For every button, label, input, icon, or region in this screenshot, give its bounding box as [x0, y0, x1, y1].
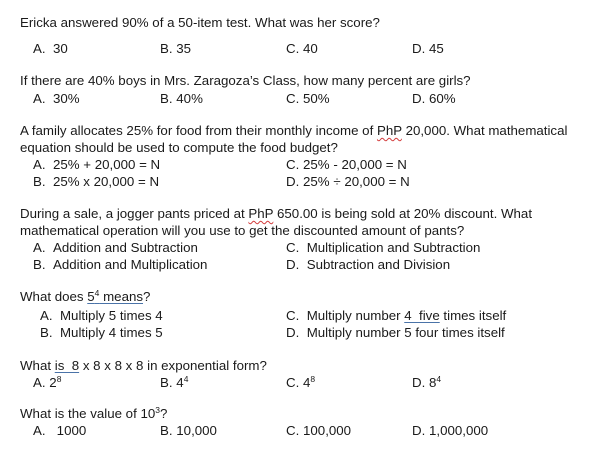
option-letter: C.: [286, 240, 300, 255]
question-3-option-b: [33, 174, 159, 190]
option-letter: A.: [40, 308, 53, 323]
option-letter: B.: [33, 174, 46, 189]
text-segment: means: [99, 289, 144, 304]
option-text: Multiplication and Subtraction: [306, 240, 481, 255]
option-letter: B.: [160, 375, 173, 390]
grammar-flag: is 8: [54, 358, 80, 373]
option-letter: D.: [412, 41, 426, 56]
option-letter: D.: [286, 257, 300, 272]
option-letter: D.: [286, 325, 300, 340]
exponent-power: 4: [94, 288, 100, 298]
exponent-base: 8: [429, 375, 437, 390]
text-segment: What does: [20, 289, 88, 304]
option-letter: C.: [286, 308, 300, 323]
text-segment: A family allocates 25% for food from their monthly income of: [20, 123, 377, 138]
option-text: 25% - 20,000 = N: [303, 157, 407, 172]
question-4-option-c: [286, 240, 480, 256]
question-3-text-line-1: [20, 123, 567, 139]
question-2-option-d: [412, 91, 456, 107]
exponent-base: 2: [49, 375, 57, 390]
option-letter: C.: [286, 91, 300, 106]
option-text: Multiply 5 times 4: [59, 308, 163, 323]
question-2-option-b: [160, 91, 203, 107]
option-text: 60%: [429, 91, 456, 106]
question-5-text: [20, 289, 150, 305]
question-6-option-b: [160, 375, 188, 391]
question-6-text: [20, 358, 267, 374]
question-2-text: If there are 40% boys in Mrs. Zaragoza’s Class, how many percent are girls?: [20, 73, 471, 88]
question-6-option-c: [286, 375, 315, 391]
option-text: Subtraction and Division: [306, 257, 451, 272]
exponent-power: 8: [310, 374, 316, 384]
exponent-power: 8: [56, 374, 62, 384]
option-text: 45: [429, 41, 444, 56]
option-text: 25% ÷ 20,000 = N: [303, 174, 410, 189]
option-letter: B.: [160, 91, 173, 106]
option-letter: A.: [33, 375, 46, 390]
question-2-option-a: [33, 91, 80, 107]
option-letter: B.: [40, 325, 53, 340]
spelling-flag: PhP: [376, 123, 402, 138]
text-segment: ?: [143, 289, 151, 304]
option-text: Multiply 4 times 5: [59, 325, 163, 340]
option-text: 25% x 20,000 = N: [52, 174, 160, 189]
question-4-option-a: [33, 240, 198, 256]
option-letter: D.: [412, 375, 426, 390]
question-4-text-line-2: mathematical operation will you use to get the discounted amount of pants?: [20, 223, 465, 238]
option-text: Addition and Multiplication: [52, 257, 208, 272]
option-text: 1,000,000: [429, 423, 489, 438]
option-letter: D.: [412, 91, 426, 106]
option-letter: B.: [33, 257, 46, 272]
question-5-option-d: [286, 325, 505, 341]
exponent-base: 5: [87, 289, 95, 304]
exponent-power: 3: [155, 405, 160, 415]
exponent-base: 4: [303, 375, 311, 390]
exponent-power: 4: [183, 374, 189, 384]
option-text: 40%: [176, 91, 203, 106]
option-text: Addition and Subtraction: [52, 240, 198, 255]
option-letter: A.: [33, 91, 46, 106]
option-text: 25% + 20,000 = N: [52, 157, 161, 172]
question-6-option-a: [33, 375, 61, 391]
option-text: 10,000: [176, 423, 217, 438]
question-1-option-c: [286, 41, 318, 57]
option-letter: A.: [33, 41, 46, 56]
question-1-option-b: [160, 41, 191, 57]
option-letter: C.: [286, 375, 300, 390]
question-3-option-a: [33, 157, 160, 173]
text-segment: What: [20, 358, 55, 373]
text-segment: What is the value of 10: [20, 406, 156, 421]
question-1-option-a: [33, 41, 68, 57]
question-1-text: Ericka answered 90% of a 50-item test. What was her score?: [20, 15, 380, 30]
question-3-option-d: [286, 174, 410, 190]
question-4-option-d: [286, 257, 450, 273]
option-letter: C.: [286, 423, 300, 438]
text-segment: During a sale, a jogger pants priced at: [20, 206, 249, 221]
text-segment: Multiply number: [306, 308, 405, 323]
grammar-flag: [87, 289, 143, 304]
option-letter: D.: [412, 423, 426, 438]
text-segment: 20,000. What mathematical: [401, 123, 568, 138]
option-text: Multiply number 5 four times itself: [306, 325, 505, 340]
option-text: 30%: [52, 91, 80, 106]
question-7-text: [20, 406, 167, 422]
spelling-flag: PhP: [248, 206, 274, 221]
question-7-option-a: [33, 423, 86, 439]
text-segment: times itself: [439, 308, 507, 323]
question-6-option-d: [412, 375, 441, 391]
option-letter: C.: [286, 41, 300, 56]
option-letter: D.: [286, 174, 300, 189]
question-5-option-a: [40, 308, 163, 324]
question-3-option-c: [286, 157, 407, 173]
option-text: 40: [303, 41, 318, 56]
question-3-text-line-2: equation should be used to compute the food budget?: [20, 140, 338, 155]
question-5-option-b: [40, 325, 163, 341]
question-5-option-c: [286, 308, 506, 324]
question-1-option-d: [412, 41, 444, 57]
option-text: 1000: [56, 423, 87, 438]
option-letter: C.: [286, 157, 300, 172]
question-4-text-line-1: [20, 206, 532, 222]
question-4-option-b: [33, 257, 207, 273]
question-7-option-d: [412, 423, 488, 439]
option-letter: B.: [160, 423, 173, 438]
question-2-option-c: [286, 91, 330, 107]
option-text: 50%: [303, 91, 330, 106]
option-text: 30: [52, 41, 68, 56]
question-7-option-b: [160, 423, 217, 439]
option-letter: A.: [33, 240, 46, 255]
option-text: 100,000: [303, 423, 352, 438]
text-segment: 650.00 is being sold at 20% discount. What: [273, 206, 533, 221]
exponent-base: 4: [176, 375, 184, 390]
option-letter: A.: [33, 423, 46, 438]
question-7-option-c: [286, 423, 351, 439]
option-text: 35: [176, 41, 192, 56]
exponent-power: 4: [436, 374, 442, 384]
text-segment: x 8 x 8 x 8 in exponential form?: [79, 358, 267, 373]
option-letter: A.: [33, 157, 46, 172]
grammar-flag: 4 five: [404, 308, 440, 323]
text-segment: ?: [160, 406, 168, 421]
option-letter: B.: [160, 41, 173, 56]
